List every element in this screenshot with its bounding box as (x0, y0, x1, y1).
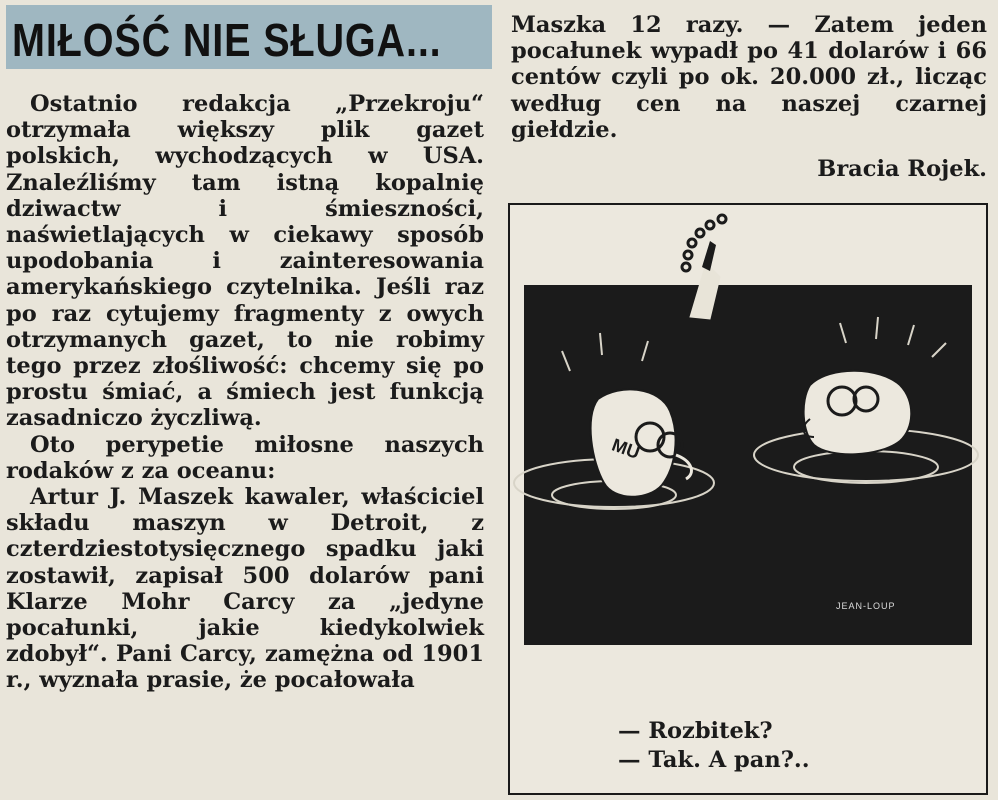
dialog-line-answer: — Tak. A pan?.. (618, 747, 810, 773)
paragraph-lead: Oto perypetie miłosne naszych rodaków z za oceanu: (6, 431, 484, 484)
paragraph-continuation: Maszka 12 razy. — Zatem jeden pocałunek wypadł po 41 dolarów i 66 centów czyli po ok. 20.000 zł., licząc według cen na naszej czarnej giełdzie. (511, 12, 987, 143)
right-column-text (511, 12, 987, 143)
cartoon (508, 203, 988, 795)
paragraph-story: Artur J. Maszek kawaler, właściciel składu maszyn w Detroit, z czterdziestotysięcznego spadku jaki zostawił, zapisał 500 dolarów pani Klarze Mohr Carcy za „jedyne pocałunki, jakie kiedykolwiek zdobył“. Pani Carcy, zamężna od 1901 r., wyznała prasie, że pocałowała (6, 484, 484, 694)
headline-banner (6, 5, 492, 69)
cartoon-illustration (510, 205, 986, 793)
sea-area (524, 285, 972, 645)
signature: Bracia Rojek. (817, 156, 987, 182)
cartoon-credit: JEAN-LOUP (836, 601, 896, 611)
paragraph-intro: Ostatnio redakcja „Przekroju“ otrzymała większy plik gazet polskich, wychodzących w USA. Znaleźliśmy tam istną kopalnię dziwactw i śmieszności, naświetlających w ciekawy sposób upodobania i zainteresowania amerykańskiego czytelnika. Jeśli raz po raz cytujemy fragmenty z owych otrzymanych gazet, to nie robimy tego przez złośliwość: chcemy się po prostu śmiać, a śmiech jest funkcją zasadniczo życzliwą. (6, 91, 484, 432)
castaway-right-icon (804, 371, 912, 455)
headline: MIŁOŚĆ NIE SŁUGA... (12, 14, 442, 66)
cartoon-dialog (618, 717, 810, 775)
dialog-line-question: — Rozbitek? (618, 718, 773, 744)
left-column (6, 91, 484, 694)
hat-label: MU (609, 434, 643, 463)
